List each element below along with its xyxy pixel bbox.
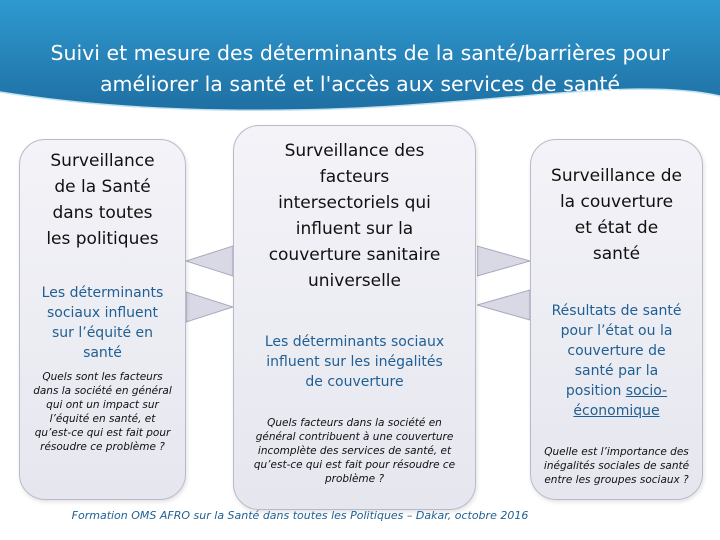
panel-question: Quels sont les facteurs dans la société en général qui ont un impact sur l’équité en santé, et qu’est-ce qui est fait pour résoudre ce problème ? <box>33 371 172 453</box>
arrow-right-to-mid <box>477 286 530 324</box>
subheading-prefix: position <box>565 383 626 399</box>
panel-subheading: Les déterminants sociaux influent sur l’équité en santé <box>41 285 164 361</box>
arrow-left-to-mid <box>186 288 233 326</box>
subheading-line: pour l’état ou la <box>560 323 673 339</box>
arrow-mid-to-right <box>477 242 530 280</box>
panel-question: Quels facteurs dans la société en général contribuent à une couverture incomplète des services de santé, et qu’est-ce qui est fait pour résoudre ce problème ? <box>253 417 456 485</box>
arrow-mid-to-left <box>186 242 233 280</box>
subheading-line-underlined: économique <box>573 403 660 419</box>
subheading-line: Résultats de santé <box>551 303 682 319</box>
panel-heading: Surveillance de la Santé dans toutes les politiques <box>46 151 159 249</box>
panel-health-in-all-policies <box>19 139 186 500</box>
panel-coverage-health-status <box>530 139 703 500</box>
panel-heading: Surveillance de la couverture et état de santé <box>551 166 682 264</box>
panel-intersectoral-factors <box>233 125 476 510</box>
panel-subheading <box>535 301 698 421</box>
panel-subheading: Les déterminants sociaux influent sur les inégalités de couverture <box>264 334 445 390</box>
panel-heading: Surveillance des facteurs intersectoriels qui influent sur la couverture sanitaire universelle <box>268 141 441 291</box>
panel-question: Quelle est l’importance des inégalités sociales de santé entre les groupes sociaux ? <box>543 446 690 486</box>
page-title: Suivi et mesure des déterminants de la santé/barrières pour améliorer la santé et l'accès aux services de santé <box>50 41 670 96</box>
footer-caption: Formation OMS AFRO sur la Santé dans toutes les Politiques – Dakar, octobre 2016 <box>71 509 529 522</box>
subheading-line <box>535 381 698 401</box>
subheading-line: couverture de <box>567 343 666 359</box>
subheading-line: santé par la <box>574 363 659 379</box>
subheading-underlined: socio- <box>625 383 668 399</box>
